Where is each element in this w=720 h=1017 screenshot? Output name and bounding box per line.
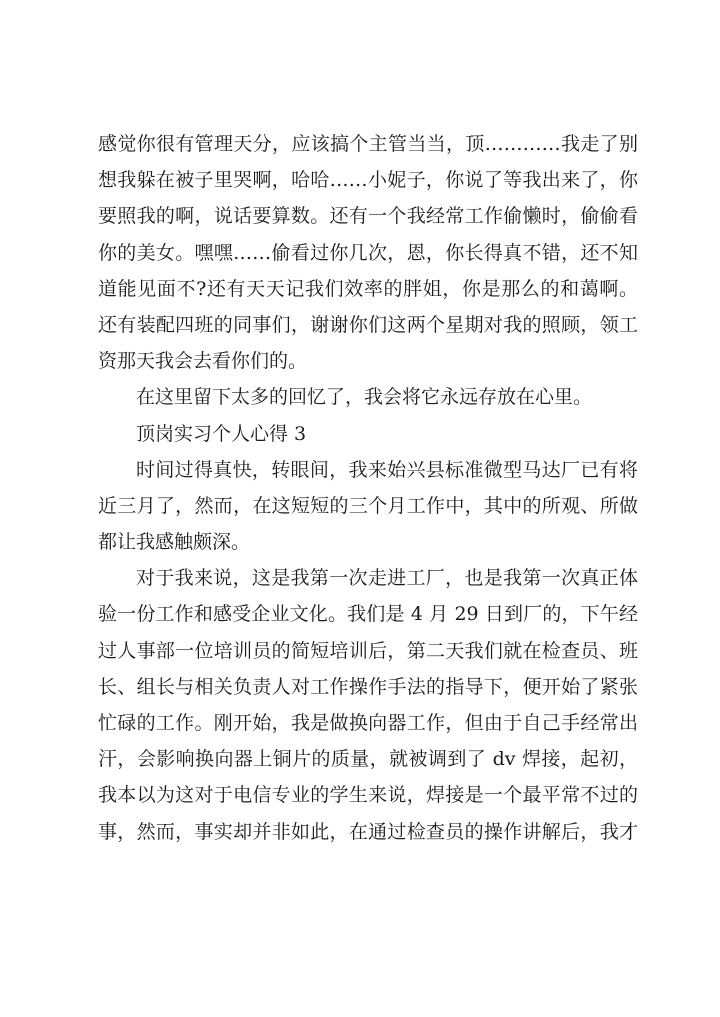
paragraph-line: 想我躲在被子里哭啊，哈哈……小妮子，你说了等我出来了，你 bbox=[98, 169, 638, 192]
paragraph-line: 对于我来说，这是我第一次走进工厂，也是我第一次真正体 bbox=[136, 567, 638, 590]
paragraph-line: 忙碌的工作。刚开始，我是做换向器工作，但由于自己手经常出 bbox=[98, 712, 638, 734]
paragraph-line: 要照我的啊，说话要算数。还有一个我经常工作偷懒时，偷偷看 bbox=[98, 205, 638, 228]
paragraph-line: 事，然而，事实却并非如此，在通过检查员的操作讲解后，我才 bbox=[98, 820, 638, 843]
paragraph-line: 我本以为这对于电信专业的学生来说，焊接是一个最平常不过的 bbox=[98, 784, 638, 807]
paragraph-line: 在这里留下太多的回忆了，我会将它永远存放在心里。 bbox=[136, 386, 593, 409]
paragraph-line: 你的美女。嘿嘿……偷看过你几次，恩，你长得真不错，还不知 bbox=[98, 241, 638, 264]
paragraph-line: 感觉你很有管理天分，应该搞个主管当当，顶…………我走了别 bbox=[98, 133, 638, 155]
paragraph-line: 还有装配四班的同事们，谢谢你们这两个星期对我的照顾，领工 bbox=[98, 313, 638, 336]
paragraph-line: 过人事部一位培训员的简短培训后，第二天我们就在检查员、班 bbox=[98, 639, 638, 662]
paragraph-line: 都让我感触颇深。 bbox=[98, 531, 251, 554]
paragraph-line: 近三月了，然而，在这短短的三个月工作中，其中的所观、所做 bbox=[98, 494, 638, 517]
paragraph-line: 时间过得真快，转眼间，我来始兴县标准微型马达厂已有将 bbox=[136, 458, 638, 481]
paragraph-line: 道能见面不?还有天天记我们效率的胖姐，你是那么的和蔼啊。 bbox=[98, 277, 638, 300]
paragraph-line: 验一份工作和感受企业文化。我们是 4 月 29 日到厂的，下午经 bbox=[98, 603, 638, 626]
document-body bbox=[98, 126, 638, 850]
section-heading: 顶岗实习个人心得 3 bbox=[136, 422, 307, 445]
paragraph-line: 资那天我会去看你们的。 bbox=[98, 350, 308, 373]
paragraph-line: 长、组长与相关负责人对工作操作手法的指导下，便开始了紧张 bbox=[98, 675, 638, 698]
paragraph-line: 汗，会影响换向器上铜片的质量，就被调到了 dv 焊接，起初， bbox=[98, 748, 638, 771]
